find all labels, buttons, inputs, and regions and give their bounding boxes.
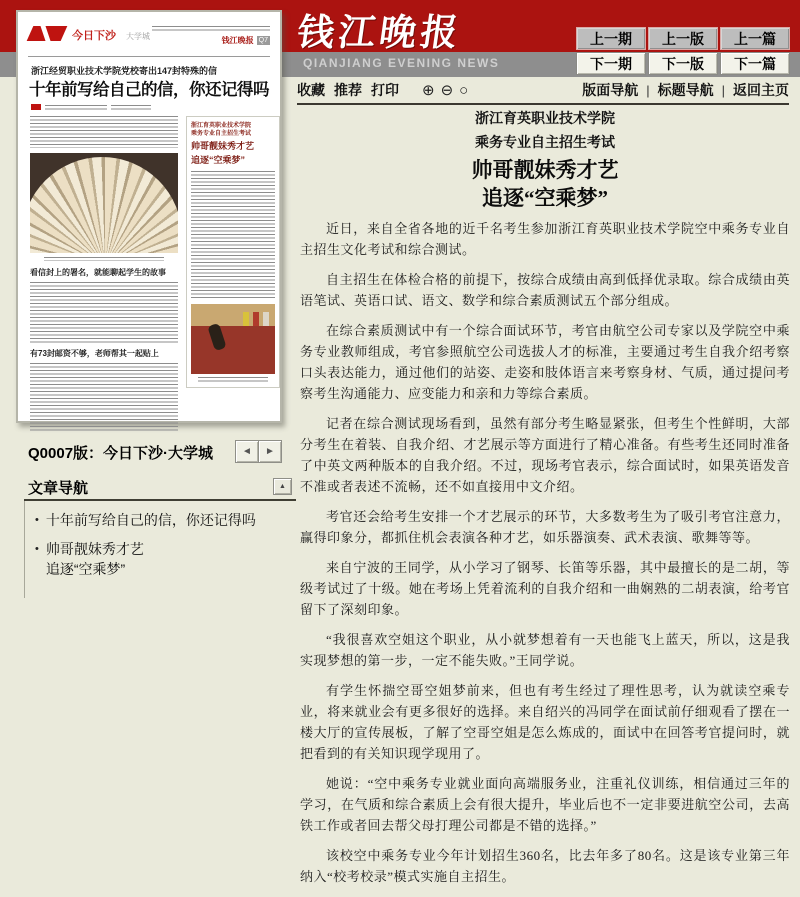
byline-logo-mark [31,104,41,110]
up-arrow-icon: ▲ [279,483,286,490]
article-paragraph: 该校空中乘务专业今年计划招生360名，比去年多了80名。这是该专业第三年纳入“校考校录”模式实施自主招生。 [300,848,790,884]
tiny-text-lines [30,116,178,148]
photo-figure [207,323,226,351]
article-paragraph: “我很喜欢空姐这个职业，从小就梦想着有一天也能飞上蓝天，所以，这是我实现梦想的第一步，一定不能失败。”王同学说。 [300,632,790,668]
toolbar-links [582,80,789,100]
page-thumbnail[interactable] [16,10,282,423]
layout-nav-link[interactable]: 版面导航 [582,82,639,98]
tiny-text-lines [30,363,178,431]
separator: | [721,82,725,98]
article-link[interactable]: 十年前写给自己的信，你还记得吗 [45,512,256,528]
recommend-link[interactable]: 推荐 [334,82,362,98]
masthead-logo-mark [27,26,68,41]
next-issue-button[interactable]: 下一期 [576,52,646,75]
article-subtitle-2: 乘务专业自主招生考试 [475,136,615,151]
zoom-in-icon[interactable]: ⊕ [422,81,435,99]
tiny-text-lines [191,171,275,299]
article-paragraph: 自主招生在体检合格的前提下，按综合成绩由高到低择优录取。综合成绩由英语笔试、英语口试、语文、数学和综合素质测试五个部分组成。 [300,272,790,308]
next-page-button[interactable]: 下一版 [648,52,718,75]
newspaper-logo-english: QIANJIANG EVENING NEWS [303,56,500,70]
article-paragraph: 记者在综合测试现场看到，虽然有部分考生略显紧张，但考生个性鲜明，大部分考生在着装、自我介绍、才艺展示等方面进行了精心准备。有些考生还同时准备了中英文两种版本的自我介绍。不过，现场考官表示，综合面试时，如果英语发音不准或者表述不流畅，还不如直接用中文介绍。 [300,416,790,494]
collapse-button[interactable] [273,478,292,495]
photo-caption-lines [44,257,164,261]
right-arrow-icon: ► [265,446,275,457]
next-thumbnail-button[interactable] [259,440,282,463]
issue-navigation [576,27,790,75]
title-nav-link[interactable]: 标题导航 [657,82,714,98]
thumb-byline [31,104,151,110]
photo-figure [243,312,249,326]
article-link[interactable]: 帅哥靓妹秀才艺 [45,541,144,557]
next-article-button[interactable]: 下一篇 [720,52,790,75]
thumb-kicker: 浙江经贸职业技术学院党校寄出147封特殊的信 [31,66,218,76]
article-body [300,218,790,887]
toolbar [297,80,789,105]
thumbnail-pager [235,440,282,463]
tiny-text-lines [30,282,178,344]
zoom-out-icon[interactable]: ⊖ [440,81,454,99]
zoom-controls [422,83,468,98]
article-list-item[interactable] [33,539,296,579]
article-paragraph: 她说：“空中乘务专业就业面向高端服务业，注重礼仪训练，相信通过三年的学习，在气质和综合素质上会有很大提升，毕业后也不一定非要进航空公司，去高铁工作或者回去帮父母打理公司都是不错的选择。” [300,776,790,833]
thumb-side-title-3: 帅哥靓妹秀才艺 [191,141,255,151]
separator: | [646,82,650,98]
prev-thumbnail-button[interactable] [235,440,259,463]
thumb-masthead-subtitle: 大学城 [126,32,150,41]
thumb-subhead-2: 有73封邮资不够，老师帮其一起贴上 [30,349,159,358]
thumb-masthead-title: 今日下沙 [72,30,116,42]
thumb-left-column [30,116,178,431]
page-label: Q0007版：今日下沙·大学城 [28,445,214,462]
article-paragraph: 考官还会给考生安排一个才艺展示的环节，大多数考生为了吸引考官注意力，赢得印象分，都抓住机会表演各种才艺，如乐器演奏、武术表演、歌舞等等。 [300,509,790,545]
home-link[interactable]: 返回主页 [733,82,789,98]
left-arrow-icon: ◄ [242,446,252,457]
photo-figure [263,312,269,326]
bullet-icon: • [35,514,39,526]
article-subtitle-1: 浙江育英职业技术学院 [475,112,615,127]
letters-photo [30,153,178,253]
tiny-text-lines [152,26,270,33]
envelope-fan-graphic [30,157,178,253]
thumb-divider [28,56,270,57]
thumb-right-column [186,116,280,388]
article-paragraph: 近日，来自全省各地的近千名考生参加浙江育英职业技术学院空中乘务专业自主招生文化考试和综合测试。 [300,221,790,257]
article-navigation-box [14,477,296,598]
tiny-text-lines [45,105,107,110]
photo-caption-lines [198,377,268,382]
article-paragraph: 有学生怀揣空哥空姐梦前来，但也有考生经过了理性思考，认为就读空乘专业，将来就业会有更多很好的选择。来自绍兴的冯同学在面试前仔细观看了摆在一楼大厅的宣传展板，了解了空哥空姐是怎么炼成的，面试中在回答考官提问时，就把看到的有关知识现学现用了。 [300,683,790,761]
print-link[interactable]: 打印 [371,82,399,98]
photo-figure [253,312,259,326]
article-title-line-2: 追逐“空乘梦” [482,186,608,210]
thumb-masthead-meta [152,26,270,46]
talent-show-photo [191,304,275,374]
article-navigation-header [14,477,296,497]
article-list-item[interactable] [33,510,296,530]
article-paragraph: 在综合素质测试中有一个综合面试环节，考官由航空公司专家以及学院空中乘务专业教师组成，考官参照航空公司选拔人才的标准，主要通过考生自我介绍考察口头表达能力，通过他们的站姿、走姿和肢体语言来考察身材、气质，通过提问考察考生沟通能力、应变能力和亲和力等综合素质。 [300,323,790,401]
tiny-text-lines [111,105,151,110]
zoom-reset-icon[interactable]: ○ [459,81,469,99]
bullet-icon: • [35,543,39,555]
thumb-side-title-1: 浙江育英职业技术学院 [191,123,252,129]
thumb-side-title-4: 追逐“空乘梦” [191,155,246,165]
article-paragraph: 来自宁波的王同学，从小学习了钢琴、长笛等乐器，其中最擅长的是二胡，等级考试过了十级。她在考场上凭着流利的自我介绍和一曲娴熟的二胡表演，给考官留下了深刻印象。 [300,560,790,617]
article-title-line-1: 帅哥靓妹秀才艺 [471,158,619,182]
prev-issue-button[interactable]: 上一期 [576,27,646,50]
page-label-row [16,440,282,464]
prev-article-button[interactable]: 上一篇 [720,27,790,50]
thumb-paper-name: 钱江晚报 [221,36,254,45]
thumb-page-number: Q7 [258,37,268,44]
thumb-headline: 十年前写给自己的信，你还记得吗 [29,80,269,99]
article-link-line2[interactable]: 追逐“空乘梦” [45,561,126,577]
thumb-side-title-2: 乘务专业自主招生考试 [191,131,252,137]
article [300,108,790,896]
collect-link[interactable]: 收藏 [297,82,325,98]
prev-page-button[interactable]: 上一版 [648,27,718,50]
article-list [24,501,296,598]
article-navigation-title: 文章导航 [28,480,89,497]
thumb-masthead [30,26,270,52]
newspaper-logo: 钱江晚报 [294,10,465,54]
thumb-subhead-1: 看信封上的署名，就能聊起学生的故事 [30,268,166,277]
